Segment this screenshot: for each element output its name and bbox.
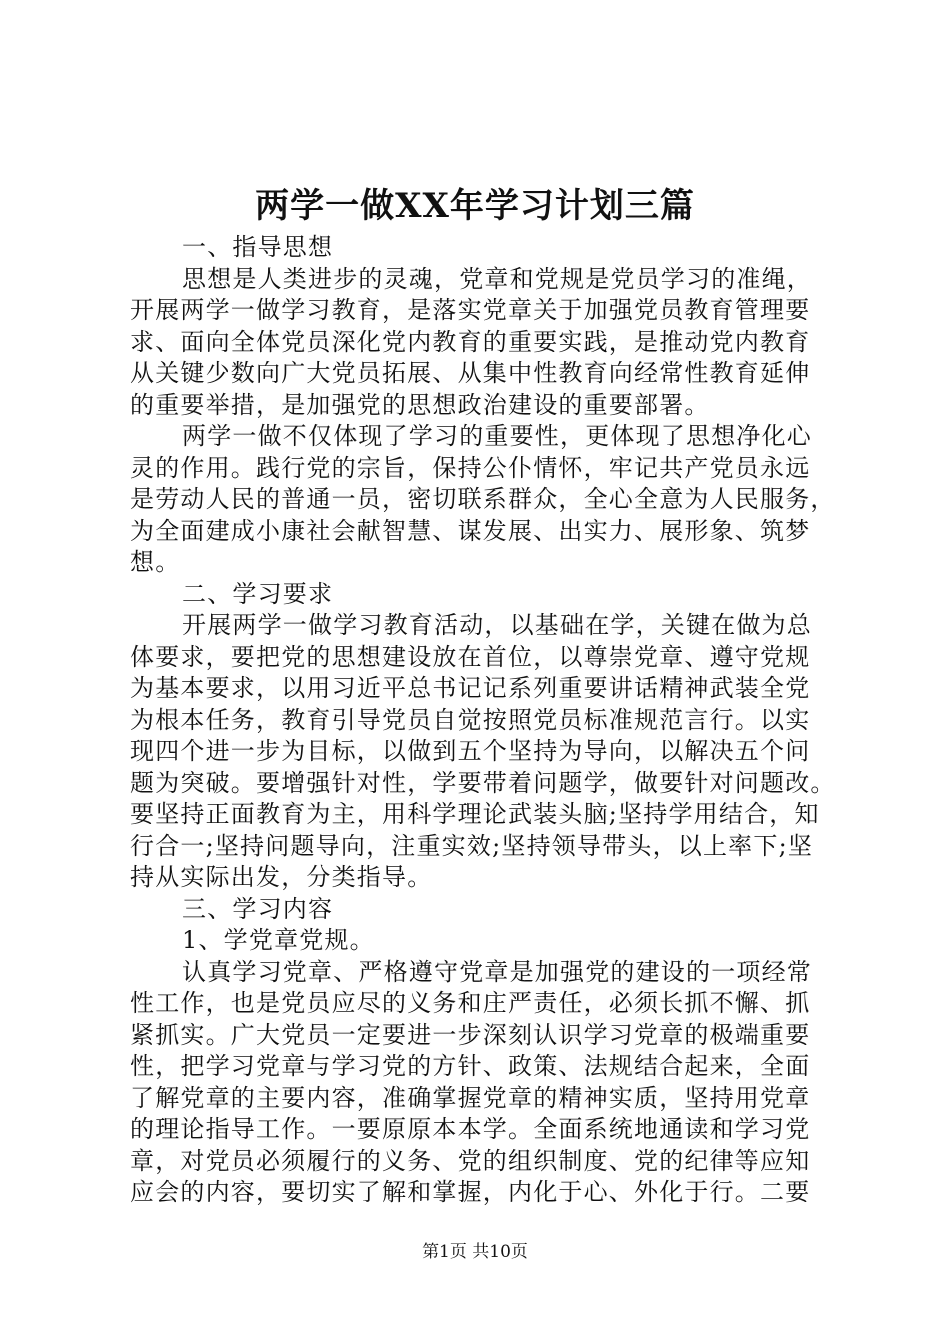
text-line: 为全面建成小康社会献智慧、谋发展、出实力、展形象、筑梦 <box>130 516 811 545</box>
text-line: 章，对党员必须履行的义务、党的组织制度、党的纪律等应知 <box>130 1146 811 1175</box>
text-line: 行合一;坚持问题导向，注重实效;坚持领导带头，以上率下;坚 <box>130 831 814 860</box>
document-title: 两学一做XX年学习计划三篇 <box>255 186 695 226</box>
text-line: 开展两学一做学习教育活动，以基础在学，关键在做为总 <box>182 611 812 639</box>
text-line: 为根本任务，教育引导党员自觉按照党员标准规范言行。以实 <box>130 705 811 734</box>
text-line: 1、学党章党规。 <box>182 926 375 954</box>
text-line: 一、指导思想 <box>182 233 334 261</box>
text-line: 认真学习党章、严格遵守党章是加强党的建设的一项经常 <box>182 957 812 986</box>
text-line: 求、面向全体党员深化党内教育的重要实践，是推动党内教育 <box>130 327 811 356</box>
text-line: 性，把学习党章与学习党的方针、政策、法规结合起来，全面 <box>130 1052 811 1080</box>
text-line: 开展两学一做学习教育，是落实党章关于加强党员教育管理要 <box>130 296 811 324</box>
text-line: 思想是人类进步的灵魂，党章和党规是党员学习的准绳， <box>182 264 812 293</box>
text-line: 是劳动人民的普通一员，密切联系群众，全心全意为人民服务， <box>130 485 836 513</box>
text-line: 应会的内容，要切实了解和掌握，内化于心、外化于行。二要 <box>130 1178 811 1206</box>
text-line: 为基本要求，以用习近平总书记记系列重要讲话精神武装全党 <box>130 674 811 702</box>
text-line: 性工作，也是党员应尽的义务和庄严责任，必须长抓不懈、抓 <box>130 989 811 1017</box>
text-line: 想。 <box>130 548 181 576</box>
text-line: 的重要举措，是加强党的思想政治建设的重要部署。 <box>130 390 710 419</box>
text-line: 紧抓实。广大党员一定要进一步深刻认识学习党章的极端重要 <box>130 1020 811 1049</box>
text-line: 二、学习要求 <box>182 579 334 608</box>
text-line: 体要求，要把党的思想建设放在首位，以尊崇党章、遵守党规 <box>130 642 811 671</box>
text-line: 现四个进一步为目标，以做到五个坚持为导向，以解决五个问 <box>130 737 811 765</box>
text-line: 持从实际出发，分类指导。 <box>130 863 433 891</box>
text-line: 要坚持正面教育为主，用科学理论武装头脑;坚持学用结合，知 <box>130 800 820 828</box>
text-line: 两学一做不仅体现了学习的重要性，更体现了思想净化心 <box>182 422 812 450</box>
text-line: 三、学习内容 <box>182 894 334 923</box>
text-line: 从关键少数向广大党员拓展、从集中性教育向经常性教育延伸 <box>130 359 811 387</box>
text-line: 题为突破。要增强针对性，学要带着问题学，做要针对问题改。 <box>130 768 836 797</box>
text-line: 的理论指导工作。一要原原本本学。全面系统地通读和学习党 <box>130 1115 811 1143</box>
text-line: 灵的作用。践行党的宗旨，保持公仆情怀，牢记共产党员永远 <box>130 453 811 482</box>
document-body <box>130 232 835 1209</box>
page-footer: 第1页 共10页 <box>422 1242 528 1262</box>
text-line: 了解党章的主要内容，准确掌握党章的精神实质，坚持用党章 <box>130 1083 811 1112</box>
